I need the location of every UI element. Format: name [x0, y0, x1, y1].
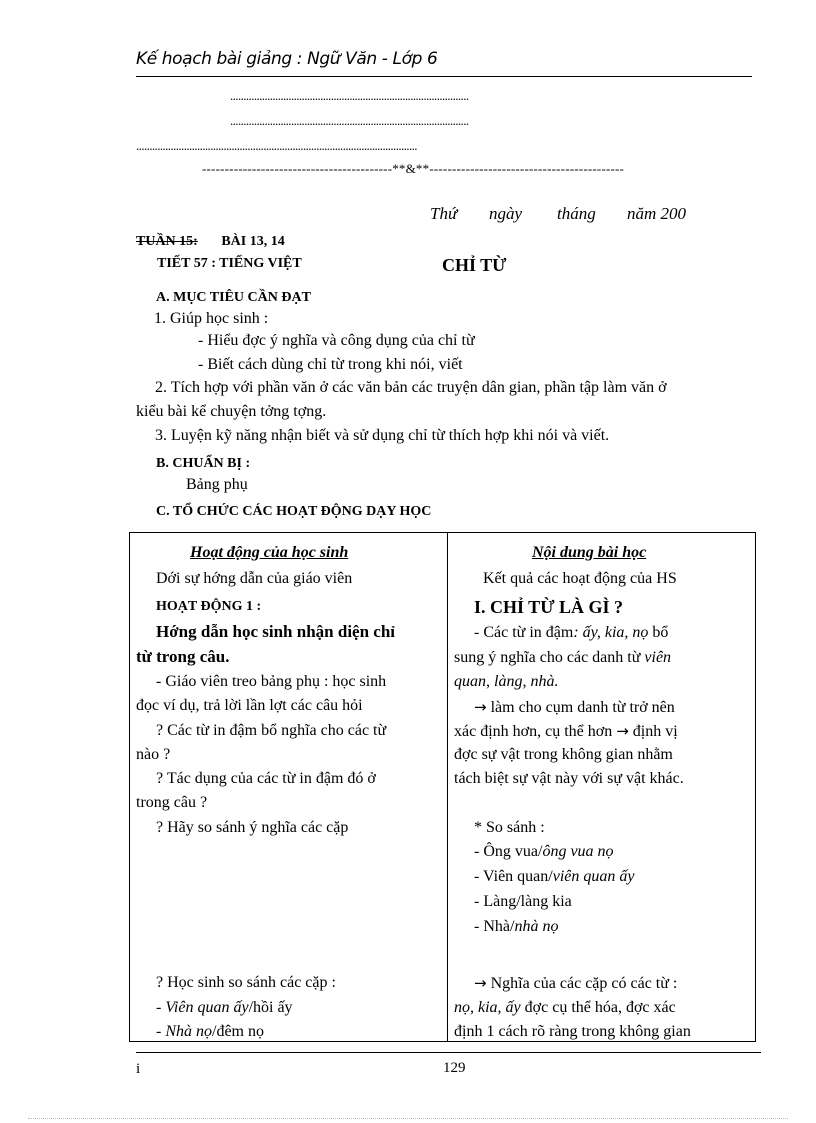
page-number: 129	[443, 1060, 466, 1076]
right-line-4-text: làm cho cụm danh từ trở nên	[490, 699, 675, 716]
objective-3: 3. Luyện kỹ năng nhận biết và sử dụng chỉ từ thích hợp khi nói và viết.	[155, 427, 610, 444]
compare-4-b: nhà nọ	[514, 918, 559, 935]
left-column-header: Hoạt động của học sinh	[190, 544, 349, 561]
right-arrow-icon: →	[616, 722, 629, 740]
left-line-10-rest: /đêm nọ	[212, 1023, 264, 1040]
dotted-line-3: ..........................................................................................................	[136, 138, 417, 153]
page-bottom-border	[28, 1118, 788, 1119]
dotted-line-2: ..........................................................................................	[230, 113, 469, 128]
left-line-1: - Giáo viên treo bảng phụ : học sinh	[156, 673, 387, 690]
left-line-8: ? Học sinh so sánh các cặp :	[156, 974, 336, 991]
left-line-9: - Viên quan ấy/hồi ấy	[156, 999, 293, 1016]
right-column-header: Nội dung bài học	[532, 544, 647, 561]
conclusion-line-2	[454, 999, 676, 1017]
preparation-heading: B. CHUẨN BỊ :	[156, 456, 251, 471]
right-line-1-a: - Các từ in đậm	[474, 624, 574, 641]
compare-heading: * So sánh :	[474, 819, 545, 836]
objective-2-line2: kiểu bài kể chuyện tởng tợng.	[136, 403, 327, 420]
right-line-5-a: xác định hơn, cụ thể hơn	[454, 723, 613, 740]
footer-left-mark: i	[136, 1061, 141, 1077]
left-line-7: ? Hãy so sánh ý nghĩa các cặp	[156, 819, 349, 836]
left-line-6: trong câu ?	[136, 794, 208, 811]
date-thu: Thứ	[430, 204, 458, 223]
date-nam: năm 200	[627, 204, 687, 223]
section-what-is-demonstrative: I. CHỈ TỪ LÀ GÌ ?	[474, 597, 624, 617]
document-header-title: Kế hoạch bài giảng : Ngữ Văn - Lớp 6	[136, 49, 438, 69]
left-line-9-rest: /hồi ấy	[248, 999, 293, 1016]
right-line-5	[454, 722, 678, 741]
objective-2-line1: 2. Tích hợp với phần văn ở các văn bản các truyện dân gian, phần tập làm văn ở	[155, 379, 667, 396]
right-line-2	[454, 649, 671, 667]
left-line-2: đọc ví dụ, trả lời lần lợt các câu hỏi	[136, 697, 363, 714]
conclusion-line-2-b: đợc cụ thể hóa, đợc xác	[520, 999, 676, 1016]
right-line-7: tách biệt sự vật này với sự vật khác.	[454, 770, 684, 787]
week-line	[136, 234, 285, 250]
week-label: TUẦN 15:	[136, 234, 198, 249]
right-line-2-a: sung ý nghĩa cho các danh từ	[454, 649, 645, 666]
table-column-divider	[447, 533, 448, 1041]
right-line-1-b: : ấy, kia, nọ	[573, 624, 649, 641]
right-line-6: đợc sự vật trong không gian nhằm	[454, 746, 673, 763]
right-line-4	[474, 698, 675, 717]
organization-heading: C. TỔ CHỨC CÁC HOẠT ĐỘNG DẠY HỌC	[156, 504, 432, 519]
lesson-title: CHỈ TỪ	[442, 255, 507, 275]
footer-rule	[136, 1052, 761, 1053]
date-thang: tháng	[557, 204, 596, 223]
left-line-10: - Nhà nọ/đêm nọ	[156, 1023, 264, 1040]
objectives-heading: A. MỤC TIÊU CẦN ĐẠT	[156, 290, 311, 305]
right-line-5-b: định vị	[632, 723, 678, 740]
left-line-4: nào ?	[136, 746, 171, 763]
conclusion-line-2-a: nọ, kia, ấy	[454, 999, 521, 1016]
period-label: TIẾT 57 : TIẾNG VIỆT	[157, 256, 302, 271]
objective-1a: - Hiểu đợc ý nghĩa và công dụng của chỉ từ	[198, 332, 475, 349]
right-intro: Kết quả các hoạt động của HS	[483, 570, 677, 587]
right-line-2-b: viên	[644, 649, 672, 666]
right-arrow-icon: →	[474, 974, 487, 992]
left-line-5: ? Tác dụng của các từ in đậm đó ở	[156, 770, 376, 787]
header-rule	[136, 76, 752, 77]
dotted-line-1: ..........................................................................................	[230, 88, 469, 103]
conclusion-line-3: định 1 cách rõ ràng trong không gian	[454, 1023, 691, 1040]
conclusion-line-1	[474, 974, 677, 993]
compare-3: - Làng/làng kia	[474, 893, 572, 910]
compare-4	[474, 918, 558, 936]
right-arrow-icon: →	[474, 698, 487, 716]
compare-2-a: - Viên quan/	[474, 868, 553, 885]
objective-1b: - Biết cách dùng chỉ từ trong khi nói, viết	[198, 356, 463, 373]
left-intro: Dới sự hớng dẫn của giáo viên	[156, 570, 353, 587]
conclusion-line-1-text: Nghĩa của các cặp có các từ :	[490, 975, 678, 992]
compare-4-a: - Nhà/	[474, 918, 515, 935]
preparation-item: Bảng phụ	[186, 476, 248, 493]
objective-1-text: 1. Giúp học sinh :	[154, 310, 269, 327]
left-line-3: ? Các từ in đậm bổ nghĩa cho các từ	[156, 722, 387, 739]
date-ngay: ngày	[489, 204, 523, 223]
compare-2	[474, 868, 634, 886]
activities-table	[129, 532, 756, 1042]
right-line-1	[474, 624, 668, 642]
objective-1	[154, 310, 268, 328]
left-line-10-italic: Nhà nọ	[165, 1023, 212, 1040]
compare-2-b: viên quan ấy	[552, 868, 635, 885]
compare-1-a: - Ông vua/	[474, 843, 543, 860]
left-line-9-italic: Viên quan ấy	[165, 999, 249, 1016]
separator-line: ------------------------------------------**&**-------------------------------------------	[202, 161, 625, 176]
guide-line-1: Hớng dẫn học sinh nhận diện chỉ	[156, 622, 396, 641]
activity-label: HOẠT ĐỘNG 1 :	[156, 599, 262, 614]
right-line-1-c: bổ	[648, 624, 669, 641]
right-line-3: quan, làng, nhà.	[454, 673, 559, 690]
lesson-number: BÀI 13, 14	[221, 234, 285, 249]
compare-1-b: ông vua nọ	[542, 843, 614, 860]
guide-line-2: từ trong câu.	[136, 647, 230, 666]
compare-1	[474, 843, 614, 861]
